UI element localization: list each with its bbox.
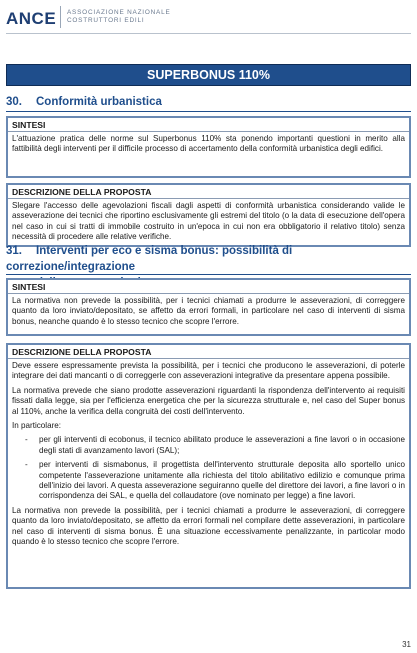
- proposta-paragraph-3: In particolare:: [12, 421, 62, 431]
- section-30-rule: [6, 111, 411, 112]
- dash-marker: -: [25, 460, 28, 470]
- section-31-sintesi-box: [6, 278, 411, 336]
- section-31-proposta-box: [6, 343, 411, 589]
- sintesi-text: L'attuazione pratica delle norme sul Superbonus 110% sta ponendo importanti questioni in merito alla fattibilità degli interventi per il difficile processo di accertamento della conformità urbanistica degli edifici.: [12, 134, 405, 154]
- association-line-1: ASSOCIAZIONE NAZIONALE: [67, 9, 171, 16]
- section-30-title: [6, 96, 162, 108]
- section-31-number: 31.: [6, 245, 22, 257]
- page-number: 31: [402, 640, 411, 649]
- list-item-text: per gli interventi di ecobonus, il tecnico abilitato produce le asseverazioni a fine lavori o in occasione degli stati di avanzamento lavori (SAL);: [39, 435, 405, 455]
- proposta-paragraph-1: Deve essere espressamente prevista la possibilità, per i tecnici che producono le asseverazioni, di poterle integrare dei dati mancanti o di correggerle con asseverazioni integrative da presentare appena possibile.: [12, 361, 405, 381]
- header-divider: [6, 33, 411, 34]
- proposta-label: DESCRIZIONE DELLA PROPOSTA: [8, 187, 409, 199]
- sintesi-label: SINTESI: [8, 282, 409, 294]
- logo-separator: [60, 6, 61, 28]
- section-30-number: 30.: [6, 96, 22, 108]
- dash-marker: -: [25, 435, 28, 445]
- ance-logo: ANCE: [6, 9, 57, 28]
- proposta-paragraph-4: La normativa non prevede la possibilità, per i tecnici chiamati a produrre le asseverazioni, di correggere quanto da loro inviato/depositato, se affetto da errori formali nel compilare dette asseverazioni, in particolare nel caso di interventi di sisma bonus. È una situazione eccessivamente penalizzante, in particolar modo quando è lo stesso tecnico che scopre l'errore.: [12, 505, 405, 547]
- proposta-label: DESCRIZIONE DELLA PROPOSTA: [8, 347, 409, 359]
- sintesi-label: SINTESI: [8, 120, 409, 132]
- list-item-text: per interventi di sismabonus, il progettista dell'intervento strutturale deposita allo sportello unico competente l'asseverazione unitamente alla richiesta del titolo abilitativo edilizio e comunque prima dell'inizio dei lavori. A questa asseverazione seguiranno quelle del direttore dei lavori, a fine lavori o in corrispondenza dei SAL, e quella del collaudatore (ove nominato per legge) a fine lavori.: [39, 460, 405, 501]
- section-30-proposta-box: [6, 183, 411, 247]
- list-item: [12, 435, 405, 456]
- section-30-sintesi-box: [6, 116, 411, 178]
- section-31-heading-line-1: Interventi per eco e sisma bonus: possibilità di correzione/integrazione: [6, 245, 293, 273]
- section-31-rule: [6, 274, 411, 275]
- proposta-paragraph-2: La normativa prevede che siano prodotte asseverazioni riguardanti la rispondenza dell'intervento ai requisiti fissati dalla legge, sia per l'efficienza energetica che per la sicurezza strutturale e, nel caso del Super bonus al 110%, anche la verifica della congruità dei costi dell'intervento.: [12, 385, 405, 416]
- association-name: [67, 9, 171, 25]
- list-item: [12, 460, 405, 502]
- sintesi-text: La normativa non prevede la possibilità, per i tecnici chiamati a produrre le asseverazioni, di correggere quanto da loro inviato/depositato, se affetto da errori formali, in particolare nel caso di interventi di sisma bonus, neanche quando è lo stesso tecnico che scopre l'errore.: [12, 296, 405, 326]
- association-line-2: COSTRUTTORI EDILI: [67, 17, 145, 24]
- intervention-list: [12, 435, 405, 501]
- proposta-text: Slegare l'accesso delle agevolazioni fiscali dagli aspetti di conformità urbanistica considerando valide le asseverazione dei tecnici che riportino esclusivamente gli estremi del titolo (o la data di esecuzione dell'opera nel caso in cui si tratti di immobile costruito in un'epoca in cui non era obbligatorio il relativo titolo) senza necessità di procedere alle relative verifiche.: [12, 201, 405, 242]
- page-header: [6, 4, 411, 32]
- section-banner: SUPERBONUS 110%: [6, 64, 411, 86]
- section-30-heading: Conformità urbanistica: [36, 96, 162, 108]
